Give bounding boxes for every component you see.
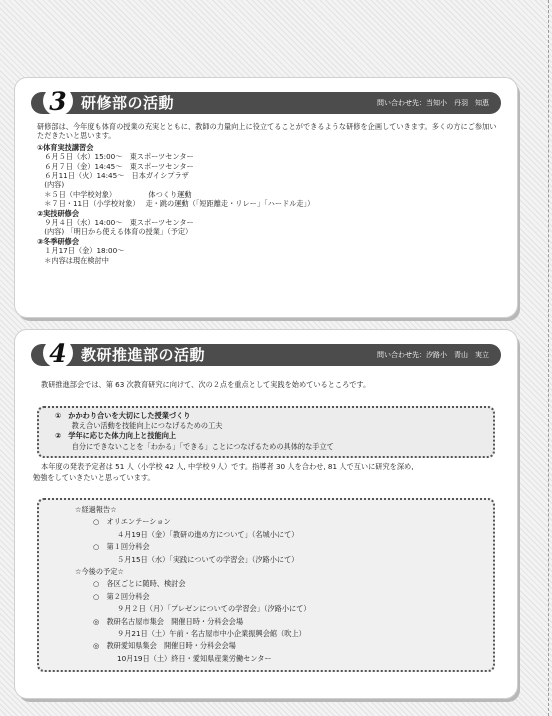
schedule-item: ☆経過報告☆ <box>75 505 117 514</box>
section-3-number: 3 <box>43 86 73 116</box>
list-item: ９月４日（水）14:00～ 東スポーツセンター <box>37 218 194 228</box>
schedule-item: ５月15日（水）「実践についての学習会」（汐路小にて） <box>117 554 299 564</box>
list-item: ①体育実技講習会 <box>37 142 94 152</box>
focus-points-box <box>37 406 495 458</box>
list-item: １月17日（金）18:00～ <box>37 246 125 256</box>
section-3-body <box>37 122 503 265</box>
section-4-card <box>15 330 517 698</box>
list-item: (内容) <box>37 180 65 190</box>
section-4-title: 教研推進部の活動 <box>81 346 206 364</box>
schedule-item: ○ 第２回分科会 <box>93 591 150 601</box>
schedule-item: ９月２日（月）「プレゼンについての学習会」（汐路小にて） <box>117 604 311 614</box>
section-3-contact: 問い合わせ先：当知小 丹羽 知恵 <box>377 99 489 107</box>
section-3-header <box>31 87 501 116</box>
focus-point-item: ① かかわり合いを大切にした授業づくり <box>55 411 191 420</box>
list-item: ６月７日（金）14:45～ 東スポーツセンター <box>37 161 194 171</box>
focus-points-list <box>55 411 334 452</box>
schedule-item: ◎ 教研名古屋市集会 開催日時・分科会会場 <box>93 616 244 626</box>
schedule-item: ９月21日（土）午前・名古屋市中小企業振興会館（吹上） <box>117 629 306 639</box>
section-4-intro: 教研推進部会では、第 63 次教育研究に向けて、次の２点を重点として実践を始めているところです。 <box>41 380 371 389</box>
schedule-item: ☆今後の予定☆ <box>75 567 124 577</box>
list-item: ＊内容は現在検討中 <box>37 255 109 265</box>
section-3-intro: 研修部は、今年度も体育の授業の充実とともに、教師の力量向上に役立てることができるような研修を企画していきます。多くの方にご参加いただきたいと思います。 <box>37 122 497 141</box>
section-4-number: 4 <box>43 338 73 368</box>
list-item: ③冬季研修会 <box>37 236 80 246</box>
schedule-item: ○ 各区ごとに随時、検討会 <box>93 579 186 589</box>
section-3-list <box>37 143 503 265</box>
list-item: ＊５日（中学校対象） 体つくり運動 <box>37 189 192 199</box>
focus-point-item: ② 学年に応じた体力向上と技能向上 <box>55 431 177 441</box>
section-4-header <box>31 339 501 368</box>
section-4-para2-line1: 本年度の発表予定者は 51 人（小学校 42 人, 中学校９人）です。指導者 30 人を合わせ, 81 人で互いに研究を深め, <box>41 462 414 471</box>
section-3-card <box>15 78 517 317</box>
focus-point-item: 教え合い活動を技能向上につなげるための工夫 <box>55 421 223 431</box>
page-edge-dashed-line <box>548 0 549 716</box>
list-item: ６月５日（水）15:00～ 東スポーツセンター <box>37 152 194 162</box>
schedule-item: ○ オリエンテーション <box>93 517 171 527</box>
section-3-title: 研修部の活動 <box>81 94 175 112</box>
list-item: ＊７日・11日（小学校対象） 走・跳の運動（「短距離走・リレー」「ハードル走」） <box>37 199 315 209</box>
schedule-item: 10月19日（土）終日・愛知県産業労働センター <box>117 653 272 663</box>
list-item: ②実技研修会 <box>37 208 80 218</box>
schedule-item: ４月19日（金）「教研の進め方について」（名城小にて） <box>117 529 299 539</box>
section-4-contact: 問い合わせ先：汐路小 青山 実立 <box>377 351 489 359</box>
schedule-item: ○ 第１回分科会 <box>93 542 150 552</box>
schedule-list <box>75 504 311 665</box>
schedule-item: ◎ 教研愛知県集会 開催日時・分科会会場 <box>93 641 236 651</box>
schedule-box <box>37 498 495 672</box>
list-item: (内容) 「明日から使える体育の授業」（予定） <box>37 227 193 237</box>
focus-point-item: 自分にできないことを「わかる」「できる」ことにつなげるための具体的な手立て <box>55 441 334 451</box>
section-4-para2-line2: 勉強をしていきたいと思っています。 <box>33 473 155 482</box>
list-item: ６月11日（火）14:45～ 日本ガイシプラザ <box>37 171 189 181</box>
